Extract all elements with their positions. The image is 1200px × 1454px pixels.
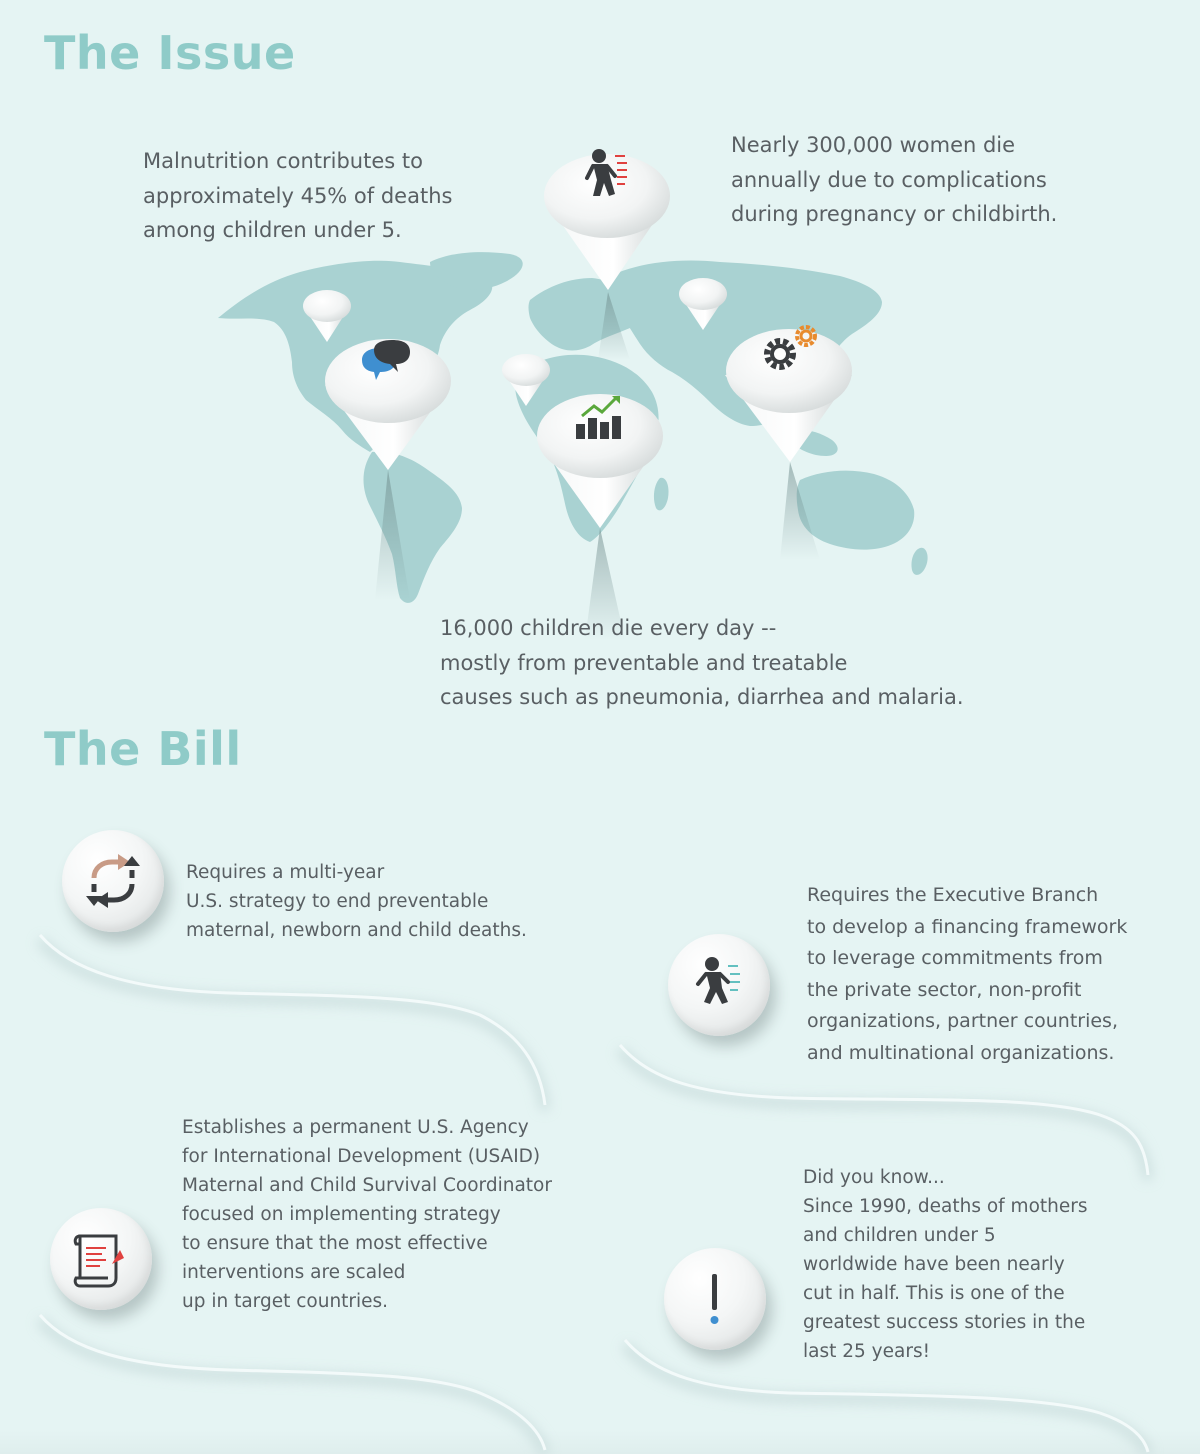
bill-line: to ensure that the most effective	[182, 1233, 488, 1254]
bill-line: interventions are scaled	[182, 1262, 406, 1283]
bill-line: Requires the Executive Branch	[807, 884, 1099, 906]
bill-line: up in target countries.	[182, 1291, 389, 1312]
bill-item-1-text	[186, 858, 527, 945]
exclamation-icon	[664, 1248, 766, 1350]
malnutrition-stat	[143, 144, 452, 248]
bill-line: worldwide have been nearly	[803, 1254, 1065, 1275]
map-pin-north-america	[325, 339, 451, 470]
document-scroll-icon	[50, 1208, 152, 1310]
stat-line: Nearly 300,000 women die	[731, 133, 1016, 157]
bill-item-4-text	[803, 1163, 1088, 1366]
walking-child-icon	[668, 934, 770, 1036]
bill-line: and children under 5	[803, 1225, 996, 1246]
bill-line: U.S. strategy to end preventable	[186, 891, 489, 912]
bill-line: maternal, newborn and child deaths.	[186, 920, 527, 941]
stat-line: 16,000 children die every day --	[440, 616, 777, 640]
bill-heading: The Bill	[44, 722, 242, 776]
bill-line: focused on implementing strategy	[182, 1204, 501, 1225]
bill-line: to leverage commitments from	[807, 947, 1103, 969]
stat-line: among children under 5.	[143, 218, 402, 242]
bill-item-3-text	[182, 1113, 552, 1316]
bill-line: for International Development (USAID)	[182, 1146, 541, 1167]
bill-item-2-badge	[668, 934, 770, 1036]
bill-line: last 25 years!	[803, 1341, 930, 1362]
map-pin-africa	[537, 394, 663, 528]
bill-line: Maternal and Child Survival Coordinator	[182, 1175, 552, 1196]
bill-line: Establishes a permanent U.S. Agency	[182, 1117, 529, 1138]
bill-line: Did you know...	[803, 1167, 945, 1188]
issue-heading: The Issue	[44, 26, 296, 80]
stat-line: Malnutrition contributes to	[143, 149, 423, 173]
bill-line: Requires a multi-year	[186, 862, 385, 883]
bill-line: greatest success stories in the	[803, 1312, 1086, 1333]
bill-line: and multinational organizations.	[807, 1041, 1115, 1064]
women-stat	[731, 128, 1057, 232]
refresh-arrows-icon	[62, 830, 164, 932]
stat-line: mostly from preventable and treatable	[440, 650, 848, 675]
stat-line: annually due to complications	[731, 167, 1047, 192]
bill-item-3-badge	[50, 1208, 152, 1310]
bill-line: to develop a financing framework	[807, 915, 1128, 938]
bill-line: the private sector, non-profit	[807, 978, 1082, 1001]
bill-item-2-text	[807, 880, 1127, 1069]
bill-line: Since 1990, deaths of mothers	[803, 1196, 1088, 1217]
bill-line: cut in half. This is one of the	[803, 1283, 1065, 1304]
bill-item-1-badge	[62, 830, 164, 932]
bill-line: organizations, partner countries,	[807, 1010, 1118, 1032]
stat-line: approximately 45% of deaths	[143, 183, 453, 208]
bill-item-4-badge	[664, 1248, 766, 1350]
stat-line: causes such as pneumonia, diarrhea and malaria.	[440, 685, 964, 709]
children-stat	[440, 611, 964, 715]
stat-line: during pregnancy or childbirth.	[731, 202, 1058, 226]
